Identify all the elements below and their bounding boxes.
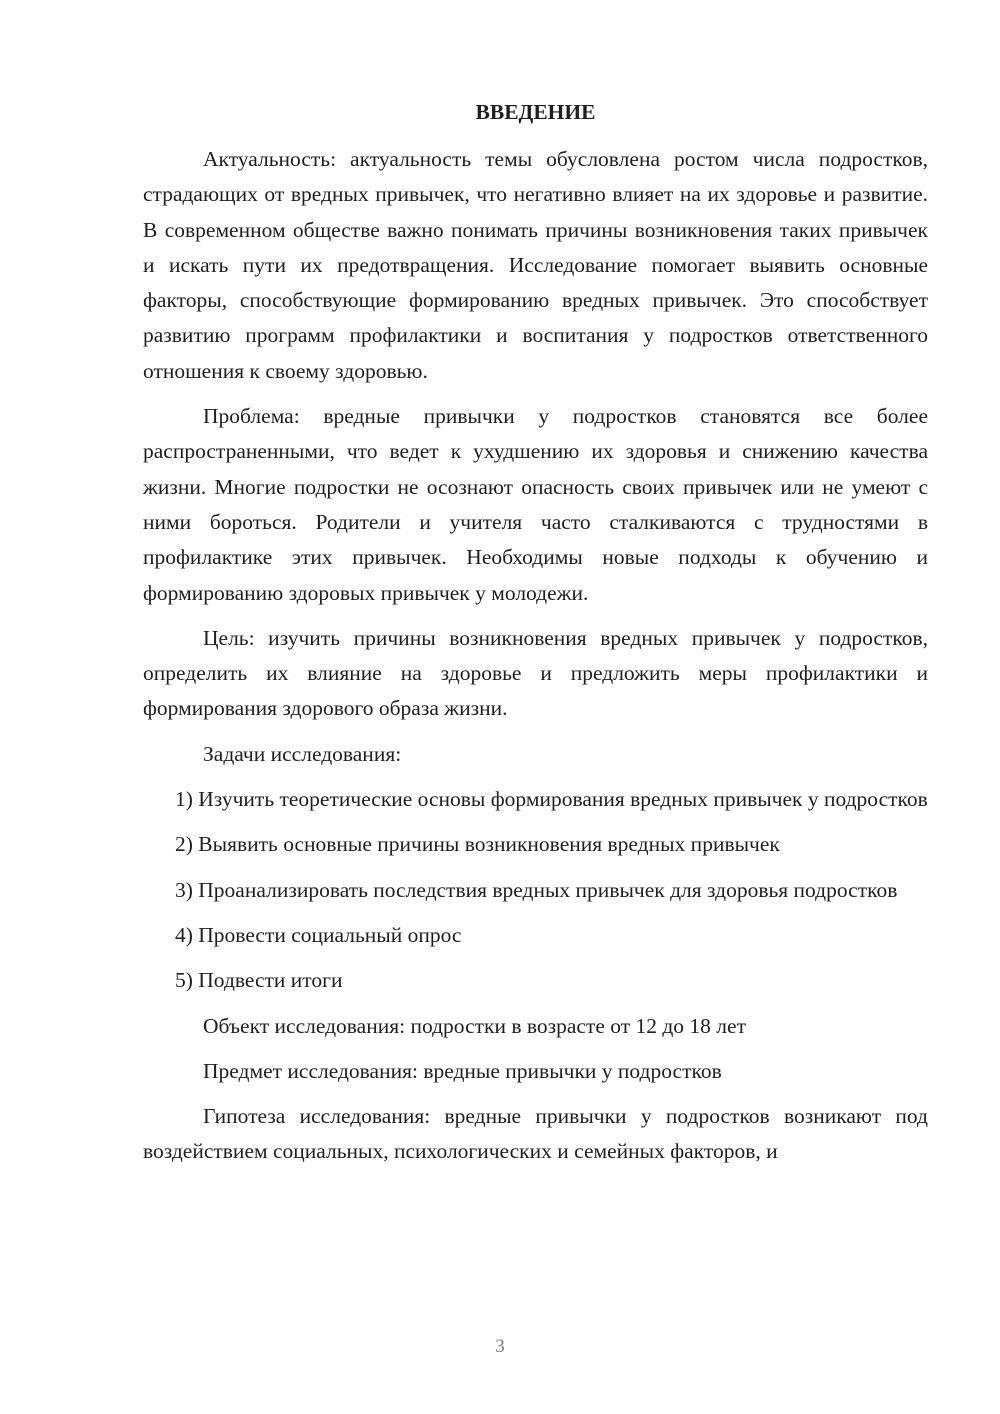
document-body <box>143 142 928 1170</box>
paragraph-relevance: Актуальность: актуальность темы обусловлена ростом числа подростков, страдающих от вредных привычек, что негативно влияет на их здоровье и развитие. В современном обществе важно понимать причины возникновения таких привычек и искать пути их предотвращения. Исследование помогает выявить основные факторы, способствующие формированию вредных привычек. Это способствует развитию программ профилактики и воспитания у подростков ответственного отношения к своему здоровью. <box>143 147 928 383</box>
paragraph-goal: Цель: изучить причины возникновения вредных привычек у подростков, определить их влияние на здоровье и предложить меры профилактики и формирования здорового образа жизни. <box>143 625 928 721</box>
paragraph-problem: Проблема: вредные привычки у подростков становятся все более распространенными, что ведет к ухудшению их здоровья и снижению качества жизни. Многие подростки не осознают опасность своих привычек или не умеют с ними бороться. Родители и учителя часто сталкиваются с трудностями в профилактике этих привычек. Необходимы новые подходы к обучению и формированию здоровых привычек у молодежи. <box>143 404 928 605</box>
paragraph-hypothesis: Гипотеза исследования: вредные привычки у подростков возникают под воздействием социальных, психологических и семейных факторов, и <box>143 1104 928 1164</box>
paragraph-tasks-intro: Задачи исследования: <box>203 741 402 766</box>
task-item-5: 5) Подвести итоги <box>175 968 343 993</box>
task-item-2: 2) Выявить основные причины возникновения вредных привычек <box>175 832 780 857</box>
section-heading: ВВЕДЕНИЕ <box>475 100 596 124</box>
task-item-1: 1) Изучить теоретические основы формирования вредных привычек у подростков <box>175 787 928 812</box>
page-number: 3 <box>495 1336 505 1357</box>
paragraph-object: Объект исследования: подростки в возрасте от 12 до 18 лет <box>203 1013 746 1038</box>
paragraph-subject: Предмет исследования: вредные привычки у подростков <box>203 1058 722 1083</box>
task-item-4: 4) Провести социальный опрос <box>175 922 462 947</box>
task-item-3: 3) Проанализировать последствия вредных привычек для здоровья подростков <box>175 877 898 902</box>
